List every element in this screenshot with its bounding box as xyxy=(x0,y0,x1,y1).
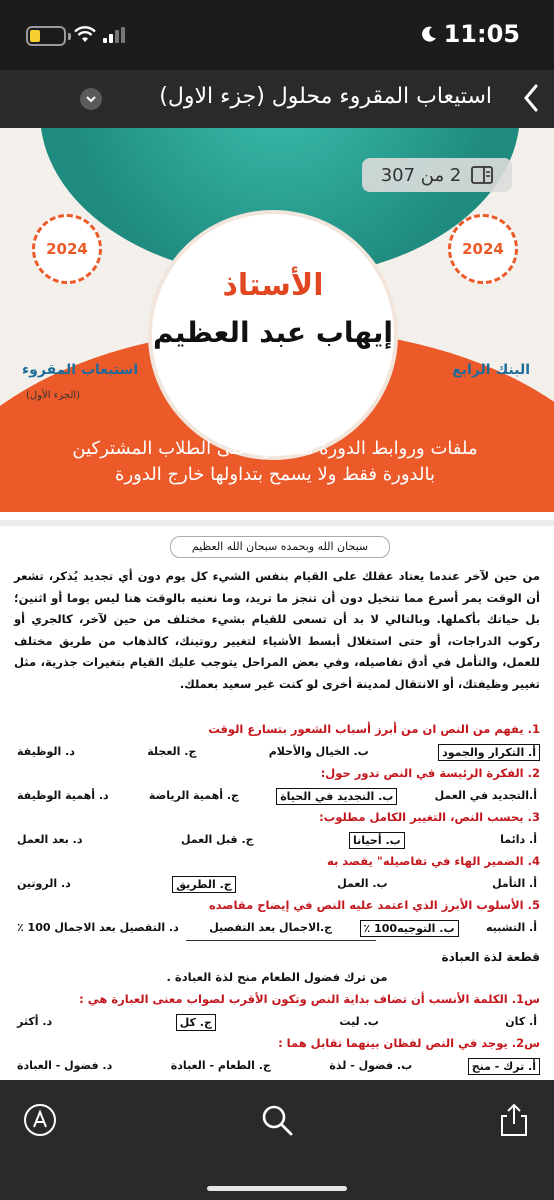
section-sentence: من ترك فضول الطعام منح لذة العبادة . xyxy=(166,970,388,984)
option-a: أ. كان xyxy=(505,1015,537,1028)
option-a: أ. ترك - منح xyxy=(468,1058,540,1075)
year-badge-left: 2024 xyxy=(32,214,102,284)
cover-notice xyxy=(40,436,510,488)
option-c: ج. أهمية الرياضة xyxy=(148,789,239,802)
options-2 xyxy=(14,788,540,805)
document-title[interactable]: استيعاب المقروء محلول (جزء الاول) xyxy=(159,84,492,109)
status-bar xyxy=(0,0,554,70)
option-d: د. أهمية الوظيفة xyxy=(17,789,109,802)
chevron-down-icon[interactable] xyxy=(80,88,102,110)
share-icon[interactable] xyxy=(496,1102,532,1138)
wifi-icon xyxy=(74,26,96,44)
search-icon[interactable] xyxy=(259,1102,295,1138)
moon-icon xyxy=(420,25,438,43)
question-6: س1. الكلمة الأنسب أن تضاف بداية النص وتكون الأقرب لصواب معنى العبارة هي : xyxy=(79,992,540,1006)
section-title: قطعة لذة العبادة xyxy=(441,950,540,964)
options-4 xyxy=(14,876,540,893)
option-c: ج. العجلة xyxy=(147,745,197,758)
cover-page xyxy=(0,128,554,512)
section-divider xyxy=(186,940,376,941)
page-indicator-text: 2 من 307 xyxy=(380,164,462,186)
question-7: س2. يوجد في النص لفظان بينهما تقابل هما : xyxy=(278,1036,540,1050)
options-7 xyxy=(14,1058,540,1075)
bottom-toolbar xyxy=(0,1080,554,1200)
options-5 xyxy=(14,920,540,937)
option-c: ج. الطريق xyxy=(172,876,235,893)
option-b: ب. ليت xyxy=(339,1015,379,1028)
teacher-label: الأستاذ xyxy=(222,268,324,303)
page-2 xyxy=(0,520,554,1080)
reading-passage: من حين لآخر عندما يعتاد عقلك على القيام بنفس الشيء كل يوم دون أي تجديد يُذكر، تشعر أن الوقت يمر أسرع مما تتخيل دون أن تنجز ما تريد، وما نعنيه بالوقت هنا ليس يوما أو اثنين؛ بل حياتك بأكملها. وبالتالي لا بد أن تسعى للقيام بشيء مختلف من حين لآخر، كالجري أو ركوب الدراجات، أو حتى استغلال أبسط الأشياء لتغيير روتينك، كالذهاب من طريق مختلف للعمل، والتأمل في أدق تفاصيله، وفي بعض المراحل يتوجب عليك القيام بتغيرات جذرية، مثل تغيير وظيفتك، أو الانتقال لمدينة أخرى لو كنت غير سعيد بعملك. xyxy=(14,569,540,691)
option-b: ب. أحيانا xyxy=(349,832,405,849)
option-d: د. الوظيفة xyxy=(17,745,75,758)
option-b: ب. الخيال والأحلام xyxy=(268,745,369,758)
status-time xyxy=(420,20,520,48)
back-icon[interactable] xyxy=(518,82,544,114)
book-icon xyxy=(471,166,493,184)
part-label: (الجزء الأول) xyxy=(26,390,81,401)
signal-icon xyxy=(103,27,127,43)
option-d: د. أكثر xyxy=(17,1015,53,1028)
question-3: 3. بحسب النص، التغيير الكامل مطلوب: xyxy=(319,810,540,824)
question-4: 4. الضمير الهاء في تفاصيله" يقصد به xyxy=(326,854,540,868)
option-c: ج.الاجمال بعد التفصيل xyxy=(209,921,333,934)
option-b: ب. العمل xyxy=(337,877,388,890)
question-1: 1. يفهم من النص ان من أبرز أسباب الشعور بتسارع الوقت xyxy=(208,722,540,736)
time-text: 11:05 xyxy=(443,20,520,48)
battery-icon xyxy=(26,26,66,46)
home-indicator[interactable] xyxy=(207,1186,347,1191)
document-viewer[interactable] xyxy=(0,128,554,1080)
notice-line-1: ملفات وروابط الدورة مقتصرة على الطلاب المشتركين xyxy=(72,438,478,459)
option-c: ج. كل xyxy=(176,1014,216,1031)
option-a: أ. التكرار والجمود xyxy=(438,744,540,761)
options-6 xyxy=(14,1014,540,1031)
question-5: 5. الأسلوب الأبرز الذي اعتمد عليه النص في إيضاح مقاصده xyxy=(208,898,540,912)
reading-label: استيعاب المقروء xyxy=(22,362,139,378)
option-b: ب. فضول - لذة xyxy=(329,1059,413,1072)
option-b: ب. التوجيه100 ٪ xyxy=(360,920,459,937)
options-1 xyxy=(14,744,540,761)
option-a: أ. دائما xyxy=(500,833,537,846)
teacher-name: إيهاب عبد العظيم xyxy=(152,316,394,349)
option-d: د. بعد العمل xyxy=(17,833,83,846)
markup-icon[interactable] xyxy=(22,1102,58,1138)
bank-label: البنك الرابع xyxy=(452,362,530,378)
option-a: أ. التشبيه xyxy=(485,921,537,934)
option-d: د. الروتين xyxy=(17,877,71,890)
page-indicator[interactable] xyxy=(362,158,512,192)
option-d: د. فضول - العبادة xyxy=(17,1059,113,1072)
year-badge-right: 2024 xyxy=(448,214,518,284)
option-c: ج. الطعام - العبادة xyxy=(170,1059,271,1072)
option-c: ج. قبل العمل xyxy=(180,833,254,846)
option-a: أ. التأمل xyxy=(492,877,537,890)
option-a: أ.التجديد في العمل xyxy=(434,789,537,802)
options-3 xyxy=(14,832,540,849)
nav-bar xyxy=(0,70,554,128)
option-d: د. التفصيل بعد الاجمال 100 ٪ xyxy=(17,921,179,934)
option-b: ب. التجديد في الحياة xyxy=(276,788,397,805)
question-2: 2. الفكرة الرئيسة في النص تدور حول: xyxy=(320,766,540,780)
notice-line-2: بالدورة فقط ولا يسمح بتداولها خارج الدورة xyxy=(115,464,435,485)
basmala-header: سبحان الله وبحمده سبحان الله العظيم xyxy=(170,536,390,558)
